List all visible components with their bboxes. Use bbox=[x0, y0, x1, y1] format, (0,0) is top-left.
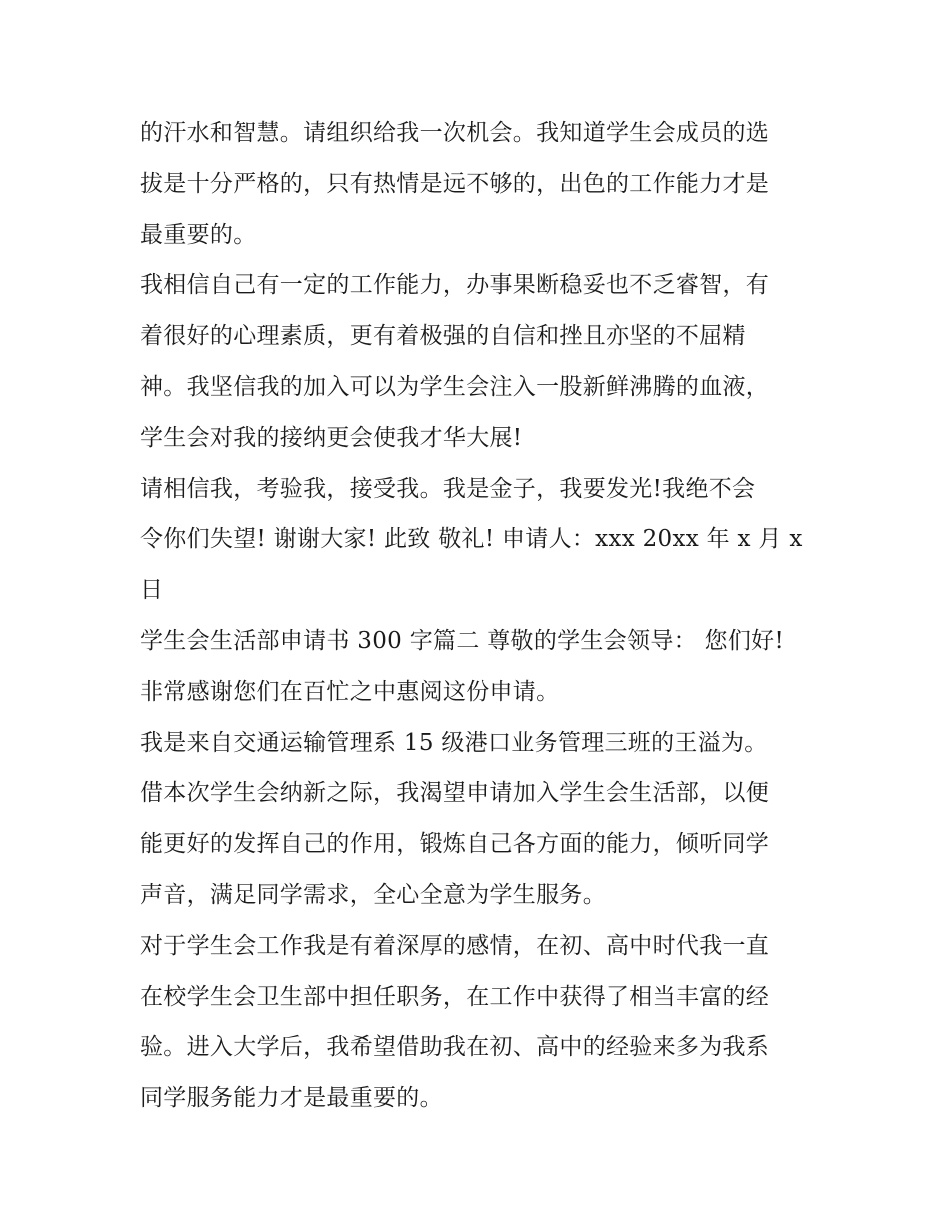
text-line: 能更好的发挥自己的作用，锻炼自己各方面的能力，倾听同学 bbox=[140, 831, 770, 858]
text-line: 的汗水和智慧。请组织给我一次机会。我知道学生会成员的选 bbox=[140, 120, 770, 146]
text-line: 验。进入大学后，我希望借助我在初、高中的经验来多为我系 bbox=[140, 1034, 770, 1061]
text-line: 日 bbox=[140, 577, 164, 604]
text-line: 拔是十分严格的，只有热情是远不够的，出色的工作能力才是 bbox=[140, 170, 770, 197]
text-line: 着很好的心理素质，更有着极强的自信和挫且亦坚的不屈精 bbox=[140, 323, 746, 350]
text-line: 同学服务能力才是最重要的。 bbox=[140, 1085, 443, 1112]
text-line: 对于学生会工作我是有着深厚的感情，在初、高中时代我一直 bbox=[140, 932, 770, 959]
text-line: 学生会生活部申请书 300 字篇二 尊敬的学生会领导： 您们好! bbox=[140, 627, 784, 654]
document-body bbox=[140, 108, 820, 1124]
text-line: 神。我坚信我的加入可以为学生会注入一股新鲜沸腾的血液， bbox=[140, 373, 770, 400]
text-line: 学生会对我的接纳更会使我才华大展! bbox=[140, 424, 523, 451]
text-line: 最重要的。 bbox=[140, 221, 257, 248]
text-line: 在校学生会卫生部中担任职务，在工作中获得了相当丰富的经 bbox=[140, 983, 770, 1010]
text-line: 我相信自己有一定的工作能力，办事果断稳妥也不乏睿智，有 bbox=[140, 272, 770, 299]
text-line: 声音，满足同学需求，全心全意为学生服务。 bbox=[140, 881, 606, 908]
text-line: 我是来自交通运输管理系 15 级港口业务管理三班的王溢为。 bbox=[140, 729, 768, 756]
text-line: 借本次学生会纳新之际，我渴望申请加入学生会生活部，以便 bbox=[140, 780, 770, 807]
text-line: 请相信我，考验我，接受我。我是金子，我要发光!我绝不会 bbox=[140, 475, 756, 502]
text-line: 令你们失望! 谢谢大家! 此致 敬礼! 申请人：xxx 20xx 年 x 月 x bbox=[140, 526, 803, 553]
text-line: 非常感谢您们在百忙之中惠阅这份申请。 bbox=[140, 678, 560, 705]
